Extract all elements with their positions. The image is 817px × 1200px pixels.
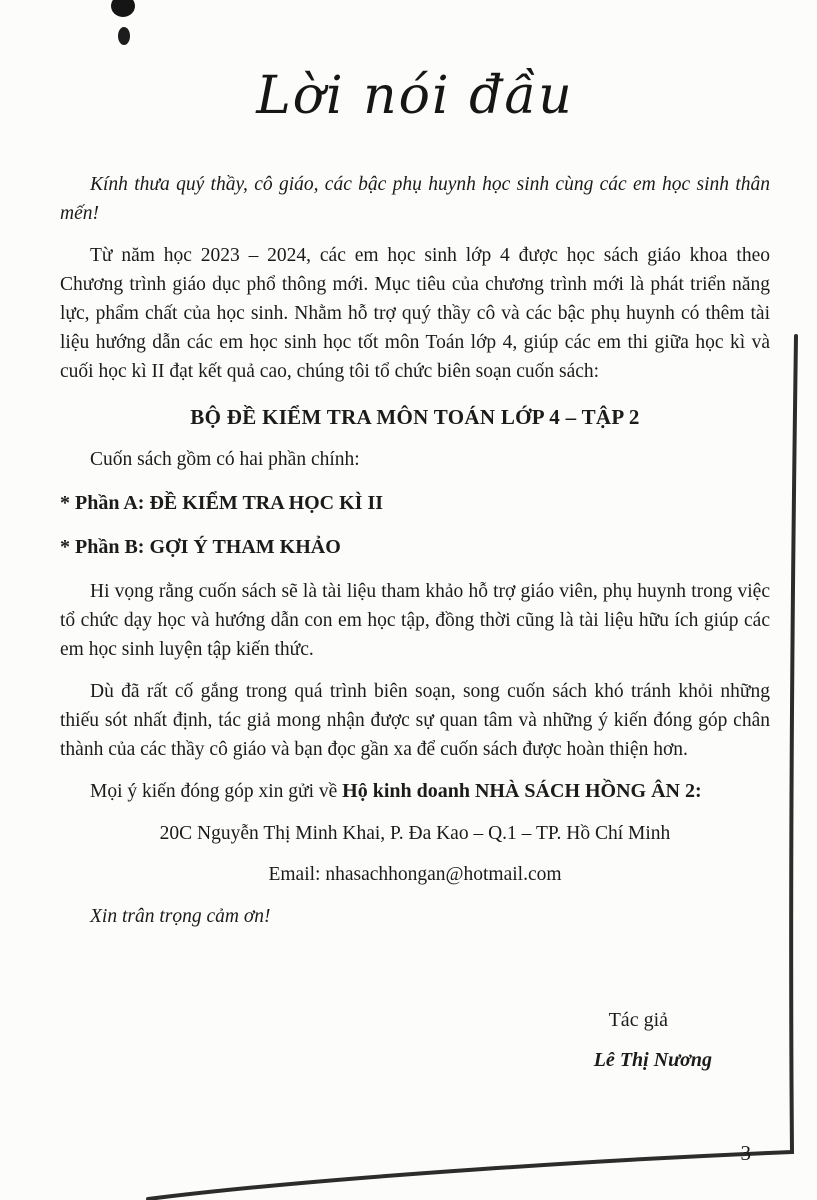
book-title: BỘ ĐỀ KIỂM TRA MÔN TOÁN LỚP 4 – TẬP 2 [190, 405, 640, 429]
email-line: Email: nhasachhongan@hotmail.com [268, 864, 562, 885]
author-block [60, 1005, 770, 1075]
feedback-paragraph [60, 777, 770, 806]
author-label: Tác giả [608, 1009, 668, 1031]
feedback-publisher: Hộ kinh doanh NHÀ SÁCH HỒNG ÂN 2: [342, 780, 702, 802]
contents-intro: Cuốn sách gồm có hai phần chính: [90, 449, 360, 470]
greeting-paragraph: Kính thưa quý thầy, cô giáo, các bậc phụ huynh học sinh cùng các em học sinh thân mến! [60, 174, 770, 224]
intro-paragraph: Từ năm học 2023 – 2024, các em học sinh lớp 4 được học sách giáo khoa theo Chương trình giáo dục phổ thông mới. Mục tiêu của chương trình mới là phát triển năng lực, phẩm chất của học sinh. Nhằm hỗ trợ quý thầy cô và các bậc phụ huynh có thêm tài liệu hướng dẫn các em học sinh học tốt môn Toán lớp 4, giúp các em thi giữa học kì và cuối học kì II đạt kết quả cao, chúng tôi tổ chức biên soạn cuốn sách: [60, 245, 770, 382]
feedback-prefix: Mọi ý kiến đóng góp xin gửi về [90, 781, 343, 802]
apology-paragraph: Dù đã rất cố gắng trong quá trình biên soạn, song cuốn sách khó tránh khỏi những thiếu sót nhất định, tác giả mong nhận được sự quan tâm và những ý kiến đóng góp chân thành của các thầy cô giáo và bạn đọc gần xa để cuốn sách được hoàn thiện hơn. [60, 681, 770, 760]
hope-paragraph: Hi vọng rằng cuốn sách sẽ là tài liệu tham khảo hỗ trợ giáo viên, phụ huynh trong việc tổ chức dạy học và hướng dẫn con em học tập, đồng thời cũng là tài liệu hữu ích giúp các em học sinh luyện tập kiến thức. [60, 581, 770, 660]
author-name: Lê Thị Nương [593, 1049, 712, 1071]
page-title: Lời nói đầu [256, 66, 574, 126]
part-b-line: * Phần B: GỢI Ý THAM KHẢO [60, 536, 341, 558]
thanks-line: Xin trân trọng cảm ơn! [90, 906, 271, 927]
part-a-line: * Phần A: ĐỀ KIỂM TRA HỌC KÌ II [60, 492, 384, 514]
address-line: 20C Nguyễn Thị Minh Khai, P. Đa Kao – Q.1 – TP. Hồ Chí Minh [159, 823, 671, 844]
page-number: 3 [740, 1141, 751, 1165]
